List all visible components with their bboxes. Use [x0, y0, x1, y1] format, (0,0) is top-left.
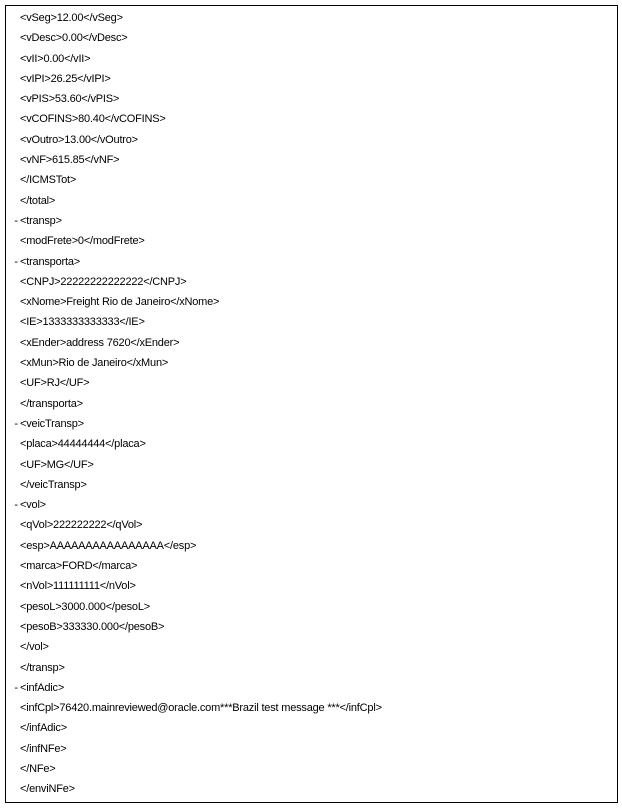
xml-line	[6, 333, 617, 353]
xml-line-text: <UF>RJ</UF>	[20, 377, 90, 390]
xml-line	[6, 718, 617, 738]
xml-line	[6, 617, 617, 637]
xml-line	[6, 394, 617, 414]
xml-line-text: <nVol>111111111</nVol>	[20, 580, 136, 593]
xml-document	[5, 5, 618, 803]
xml-line	[6, 475, 617, 495]
xml-line-text: <veicTransp>	[20, 417, 84, 430]
collapse-toggle-icon[interactable]: -	[14, 214, 18, 227]
xml-line	[6, 698, 617, 718]
xml-line-text: </infAdic>	[20, 722, 67, 735]
xml-line	[6, 89, 617, 109]
xml-line	[6, 252, 617, 272]
xml-line-text: </vol>	[20, 641, 49, 654]
xml-line-text: <vSeg>12.00</vSeg>	[20, 12, 123, 24]
xml-line	[6, 739, 617, 759]
xml-line	[6, 312, 617, 332]
xml-line-text: <pesoB>333330.000</pesoB>	[20, 620, 165, 633]
xml-line-text: <qVol>222222222</qVol>	[20, 519, 143, 532]
xml-line	[6, 759, 617, 779]
xml-line	[6, 292, 617, 312]
xml-line-text: </NFe>	[20, 762, 56, 775]
xml-line-text: </ICMSTot>	[20, 174, 77, 187]
xml-line-text: <transporta>	[20, 255, 80, 268]
xml-line	[6, 109, 617, 129]
collapse-toggle-icon[interactable]: -	[14, 255, 18, 268]
xml-line-text: <placa>44444444</placa>	[20, 438, 146, 451]
xml-line-text: <modFrete>0</modFrete>	[20, 235, 145, 248]
xml-line	[6, 658, 617, 678]
xml-line	[6, 678, 617, 698]
xml-line	[6, 597, 617, 617]
xml-line	[6, 8, 617, 28]
xml-line-text: <CNPJ>22222222222222</CNPJ>	[20, 275, 187, 288]
xml-line	[6, 49, 617, 69]
xml-line-text: </transp>	[20, 661, 65, 674]
collapse-toggle-icon[interactable]: -	[14, 681, 18, 694]
xml-line	[6, 495, 617, 515]
xml-line-text: <xEnder>address 7620</xEnder>	[20, 336, 180, 349]
xml-line-text: <vol>	[20, 499, 46, 512]
xml-line	[6, 373, 617, 393]
xml-line-text: <infCpl>76420.mainreviewed@oracle.com***Brazil test message ***</infCpl>	[20, 702, 382, 715]
xml-line-text: <transp>	[20, 214, 62, 227]
xml-line	[6, 434, 617, 454]
xml-line-text: <infAdic>	[20, 681, 65, 694]
xml-line-text: </infNFe>	[20, 742, 67, 755]
xml-line	[6, 231, 617, 251]
xml-line	[6, 170, 617, 190]
xml-line	[6, 779, 617, 799]
xml-line	[6, 272, 617, 292]
xml-line-text: <esp>AAAAAAAAAAAAAAAA</esp>	[20, 539, 197, 552]
xml-line-text: <xMun>Rio de Janeiro</xMun>	[20, 357, 169, 370]
xml-line	[6, 211, 617, 231]
xml-line-text: </veicTransp>	[20, 478, 87, 491]
xml-line-text: </enviNFe>	[20, 783, 75, 796]
xml-line-text: </total>	[20, 194, 56, 207]
xml-line	[6, 130, 617, 150]
xml-line	[6, 455, 617, 475]
xml-line-text: <vDesc>0.00</vDesc>	[20, 32, 128, 45]
xml-line	[6, 576, 617, 596]
xml-line-text: <vII>0.00</vII>	[20, 52, 91, 65]
xml-line-text: <vCOFINS>80.40</vCOFINS>	[20, 113, 166, 126]
xml-line-text: <UF>MG</UF>	[20, 458, 94, 471]
xml-line	[6, 191, 617, 211]
xml-line	[6, 28, 617, 48]
xml-line	[6, 556, 617, 576]
xml-line-text: <marca>FORD</marca>	[20, 560, 138, 573]
xml-line-text: <vNF>615.85</vNF>	[20, 154, 120, 167]
xml-line-text: </transporta>	[20, 397, 83, 410]
xml-line-text: <vOutro>13.00</vOutro>	[20, 133, 138, 146]
xml-line-text: <vIPI>26.25</vIPI>	[20, 72, 111, 85]
xml-line	[6, 637, 617, 657]
xml-line	[6, 536, 617, 556]
xml-line-text: <vPIS>53.60</vPIS>	[20, 93, 120, 106]
xml-line	[6, 69, 617, 89]
xml-line	[6, 353, 617, 373]
xml-line	[6, 150, 617, 170]
xml-line	[6, 414, 617, 434]
xml-line-text: <xNome>Freight Rio de Janeiro</xNome>	[20, 296, 220, 309]
collapse-toggle-icon[interactable]: -	[14, 417, 18, 430]
xml-line-text: <IE>1333333333333</IE>	[20, 316, 145, 329]
xml-line	[6, 515, 617, 535]
collapse-toggle-icon[interactable]: -	[14, 499, 18, 512]
xml-line-text: <pesoL>3000.000</pesoL>	[20, 600, 150, 613]
